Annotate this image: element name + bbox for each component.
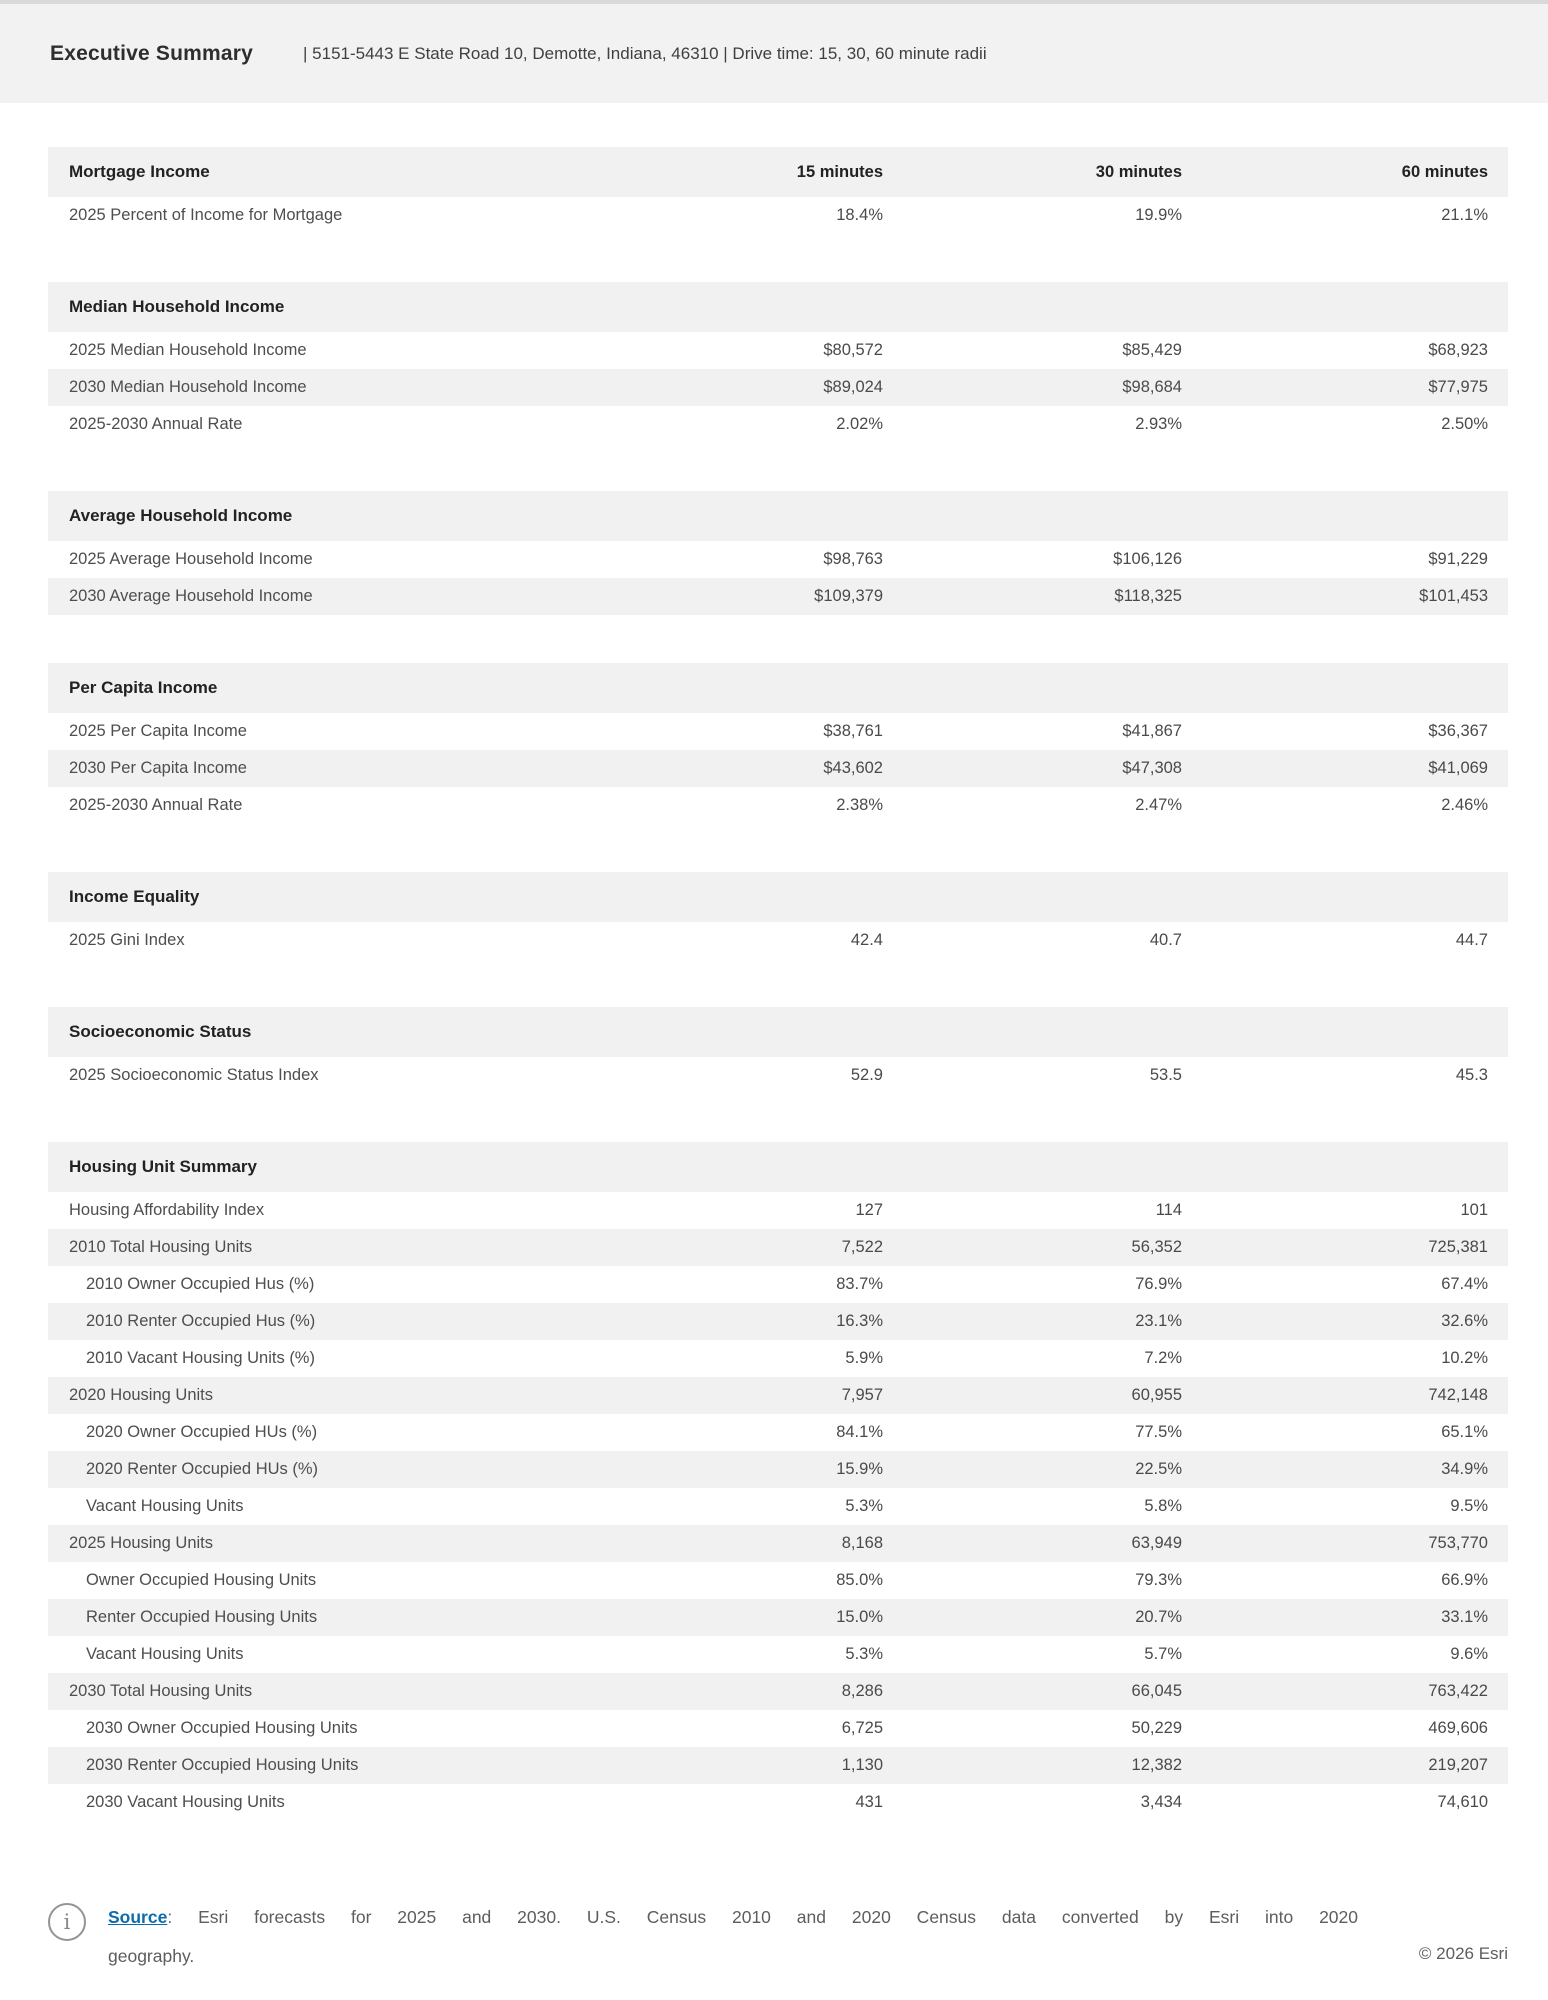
section-title: Average Household Income (69, 506, 293, 525)
row-value-30-minutes: $118,325 (1114, 587, 1182, 605)
row-value-30-minutes: $47,308 (1122, 759, 1182, 777)
table-row (48, 1414, 1508, 1451)
row-value-15-minutes: 8,286 (841, 1682, 883, 1700)
row-value-30-minutes: 76.9% (1135, 1275, 1182, 1293)
section-header-per-capita-income (48, 663, 1508, 713)
column-header-60-minutes: 60 minutes (1401, 162, 1488, 181)
info-icon[interactable] (48, 1903, 86, 1941)
row-label: Vacant Housing Units (86, 1645, 244, 1663)
section-title: Income Equality (69, 887, 200, 906)
row-value-30-minutes: 20.7% (1135, 1608, 1182, 1626)
row-label: 2030 Renter Occupied Housing Units (86, 1756, 359, 1774)
table-row (48, 1192, 1508, 1229)
row-value-15-minutes: 2.38% (836, 796, 883, 814)
table-row (48, 1525, 1508, 1562)
table-row (48, 1340, 1508, 1377)
section-mortgage-income (48, 147, 1508, 234)
row-value-30-minutes: 60,955 (1131, 1386, 1182, 1404)
table-row (48, 787, 1508, 824)
row-value-15-minutes: 15.0% (836, 1608, 883, 1626)
page-title: Executive Summary (50, 41, 254, 65)
row-value-30-minutes: 3,434 (1140, 1793, 1182, 1811)
row-label: 2020 Owner Occupied HUs (%) (86, 1423, 318, 1441)
row-value-60-minutes: $91,229 (1428, 550, 1488, 568)
table-row (48, 197, 1508, 234)
row-value-60-minutes: 763,422 (1428, 1682, 1488, 1700)
table-row (48, 1488, 1508, 1525)
row-value-15-minutes: 42.4 (850, 931, 883, 949)
row-label: 2010 Renter Occupied Hus (%) (86, 1312, 316, 1330)
table-row (48, 369, 1508, 406)
row-value-30-minutes: 50,229 (1131, 1719, 1182, 1737)
row-value-60-minutes: 101 (1460, 1201, 1488, 1219)
row-label: 2030 Owner Occupied Housing Units (86, 1719, 358, 1737)
row-value-60-minutes: 9.6% (1450, 1645, 1488, 1663)
row-value-60-minutes: 2.50% (1441, 415, 1488, 433)
section-socioeconomic-status (48, 1007, 1508, 1094)
table-row (48, 406, 1508, 443)
table-row (48, 1229, 1508, 1266)
row-value-15-minutes: 85.0% (836, 1571, 883, 1589)
table-row (48, 1784, 1508, 1821)
table-row (48, 1266, 1508, 1303)
row-value-60-minutes: 34.9% (1441, 1460, 1488, 1478)
section-per-capita-income (48, 663, 1508, 824)
row-value-15-minutes: 7,522 (841, 1238, 883, 1256)
section-median-household-income (48, 282, 1508, 443)
section-income-equality (48, 872, 1508, 959)
row-value-60-minutes: 742,148 (1428, 1386, 1488, 1404)
row-value-30-minutes: 5.7% (1144, 1645, 1182, 1663)
row-value-60-minutes: 10.2% (1441, 1349, 1488, 1367)
row-value-60-minutes: 21.1% (1441, 206, 1488, 224)
source-link[interactable]: Source (108, 1907, 168, 1927)
row-value-30-minutes: 22.5% (1135, 1460, 1182, 1478)
source-line-1 (108, 1898, 1358, 1937)
section-title: Housing Unit Summary (69, 1157, 257, 1176)
row-label: 2030 Total Housing Units (69, 1682, 253, 1700)
row-label: 2030 Vacant Housing Units (86, 1793, 285, 1811)
column-header-15-minutes: 15 minutes (796, 162, 883, 181)
footer (48, 1898, 1508, 1976)
row-value-30-minutes: 63,949 (1131, 1534, 1182, 1552)
row-value-60-minutes: 2.46% (1441, 796, 1488, 814)
row-value-30-minutes: 23.1% (1135, 1312, 1182, 1330)
row-value-30-minutes: 5.8% (1144, 1497, 1182, 1515)
row-value-60-minutes: 725,381 (1428, 1238, 1488, 1256)
table-row (48, 578, 1508, 615)
table-row (48, 1377, 1508, 1414)
copyright: © 2026 Esri (1418, 1944, 1508, 1963)
row-value-60-minutes: 9.5% (1450, 1497, 1488, 1515)
row-value-15-minutes: 84.1% (836, 1423, 883, 1441)
row-value-60-minutes: 753,770 (1428, 1534, 1488, 1552)
row-value-60-minutes: 32.6% (1441, 1312, 1488, 1330)
row-value-30-minutes: 56,352 (1131, 1238, 1182, 1256)
table-row (48, 1562, 1508, 1599)
row-value-15-minutes: 52.9 (850, 1066, 883, 1084)
row-value-15-minutes: 16.3% (836, 1312, 883, 1330)
row-value-30-minutes: 7.2% (1144, 1349, 1182, 1367)
row-label: 2030 Per Capita Income (69, 759, 247, 777)
row-value-30-minutes: $85,429 (1122, 341, 1182, 359)
row-label: Vacant Housing Units (86, 1497, 244, 1515)
table-row (48, 1057, 1508, 1094)
row-value-15-minutes: 2.02% (836, 415, 883, 433)
row-value-15-minutes: 431 (855, 1793, 883, 1811)
row-value-15-minutes: $80,572 (823, 341, 883, 359)
table-row (48, 1599, 1508, 1636)
row-value-15-minutes: $38,761 (823, 722, 883, 740)
section-header-mortgage-income (48, 147, 1508, 197)
row-label: Housing Affordability Index (69, 1201, 265, 1219)
row-value-60-minutes: 66.9% (1441, 1571, 1488, 1589)
row-value-30-minutes: 114 (1155, 1201, 1182, 1219)
row-value-30-minutes: 19.9% (1135, 206, 1182, 224)
row-value-60-minutes: $41,069 (1428, 759, 1488, 777)
section-title: Median Household Income (69, 297, 285, 316)
table-row (48, 922, 1508, 959)
row-value-15-minutes: $109,379 (814, 587, 883, 605)
table-row (48, 1636, 1508, 1673)
row-value-30-minutes: $98,684 (1122, 378, 1182, 396)
row-label: 2025 Per Capita Income (69, 722, 247, 740)
row-value-60-minutes: 74,610 (1437, 1793, 1488, 1811)
row-value-15-minutes: 1,130 (841, 1756, 883, 1774)
row-label: 2010 Total Housing Units (69, 1238, 253, 1256)
report-subtitle: | 5151-5443 E State Road 10, Demotte, Indiana, 46310 | Drive time: 15, 30, 60 minute radii (303, 43, 987, 63)
row-label: 2025-2030 Annual Rate (69, 415, 243, 433)
row-value-15-minutes: 7,957 (841, 1386, 883, 1404)
section-header-socioeconomic-status (48, 1007, 1508, 1057)
table-row (48, 713, 1508, 750)
row-value-15-minutes: 5.3% (845, 1645, 883, 1663)
row-label: 2010 Owner Occupied Hus (%) (86, 1275, 315, 1293)
row-value-60-minutes: 44.7 (1455, 931, 1488, 949)
report-body (48, 147, 1508, 1821)
row-value-30-minutes: $41,867 (1122, 722, 1182, 740)
section-title: Socioeconomic Status (69, 1022, 252, 1041)
row-value-60-minutes: 33.1% (1441, 1608, 1488, 1626)
row-value-15-minutes: 127 (855, 1201, 883, 1219)
section-header-median-household-income (48, 282, 1508, 332)
row-value-15-minutes: $98,763 (823, 550, 883, 568)
row-label: 2025 Percent of Income for Mortgage (69, 206, 343, 224)
section-housing-unit-summary (48, 1142, 1508, 1821)
row-value-15-minutes: 18.4% (836, 206, 883, 224)
row-value-30-minutes: 40.7 (1149, 931, 1182, 949)
row-value-30-minutes: 53.5 (1149, 1066, 1182, 1084)
row-value-30-minutes: $106,126 (1113, 550, 1182, 568)
table-row (48, 750, 1508, 787)
section-average-household-income (48, 491, 1508, 615)
row-value-60-minutes: 67.4% (1441, 1275, 1488, 1293)
row-label: 2030 Average Household Income (69, 587, 313, 605)
source-note (108, 1898, 1358, 1976)
row-label: 2010 Vacant Housing Units (%) (86, 1349, 315, 1367)
row-value-60-minutes: $77,975 (1428, 378, 1488, 396)
row-value-15-minutes: $43,602 (823, 759, 883, 777)
row-label: 2025 Socioeconomic Status Index (69, 1066, 319, 1084)
table-row (48, 1673, 1508, 1710)
row-label: 2025 Gini Index (69, 931, 185, 949)
row-label: Owner Occupied Housing Units (86, 1571, 317, 1589)
row-value-15-minutes: $89,024 (823, 378, 883, 396)
row-value-60-minutes: 469,606 (1428, 1719, 1488, 1737)
row-label: 2020 Renter Occupied HUs (%) (86, 1460, 319, 1478)
row-value-60-minutes: $68,923 (1428, 341, 1488, 359)
row-value-60-minutes: $101,453 (1419, 587, 1488, 605)
row-value-30-minutes: 66,045 (1131, 1682, 1182, 1700)
row-label: 2025-2030 Annual Rate (69, 796, 243, 814)
source-text: : Esri forecasts for 2025 and 2030. U.S. Census 2010 and 2020 Census data converted by Esri into 2020 (167, 1907, 1358, 1927)
row-value-60-minutes: 219,207 (1428, 1756, 1488, 1774)
section-header-housing-unit-summary (48, 1142, 1508, 1192)
row-label: 2030 Median Household Income (69, 378, 307, 396)
row-value-60-minutes: 65.1% (1441, 1423, 1488, 1441)
row-value-60-minutes: $36,367 (1428, 722, 1488, 740)
section-header-average-household-income (48, 491, 1508, 541)
table-row (48, 1747, 1508, 1784)
column-header-30-minutes: 30 minutes (1095, 162, 1182, 181)
row-value-15-minutes: 15.9% (836, 1460, 883, 1478)
row-label: 2025 Housing Units (69, 1534, 214, 1552)
row-value-30-minutes: 77.5% (1135, 1423, 1182, 1441)
section-title: Mortgage Income (69, 162, 210, 181)
report-header (0, 0, 1548, 103)
row-value-30-minutes: 79.3% (1135, 1571, 1182, 1589)
row-value-60-minutes: 45.3 (1455, 1066, 1488, 1084)
table-row (48, 1451, 1508, 1488)
row-value-30-minutes: 2.47% (1135, 796, 1182, 814)
row-value-15-minutes: 6,725 (841, 1719, 883, 1737)
row-value-15-minutes: 8,168 (841, 1534, 883, 1552)
section-title: Per Capita Income (69, 678, 218, 697)
row-value-30-minutes: 2.93% (1135, 415, 1182, 433)
row-label: 2025 Median Household Income (69, 341, 307, 359)
row-value-15-minutes: 5.3% (845, 1497, 883, 1515)
table-row (48, 1710, 1508, 1747)
table-row (48, 332, 1508, 369)
section-header-income-equality (48, 872, 1508, 922)
row-label: Renter Occupied Housing Units (86, 1608, 318, 1626)
row-value-30-minutes: 12,382 (1131, 1756, 1182, 1774)
row-value-15-minutes: 5.9% (845, 1349, 883, 1367)
info-icon-glyph: i (63, 1910, 71, 1934)
table-row (48, 541, 1508, 578)
table-row (48, 1303, 1508, 1340)
source-line-2: geography. (108, 1946, 195, 1966)
row-label: 2025 Average Household Income (69, 550, 313, 568)
row-value-15-minutes: 83.7% (836, 1275, 883, 1293)
row-label: 2020 Housing Units (69, 1386, 214, 1404)
